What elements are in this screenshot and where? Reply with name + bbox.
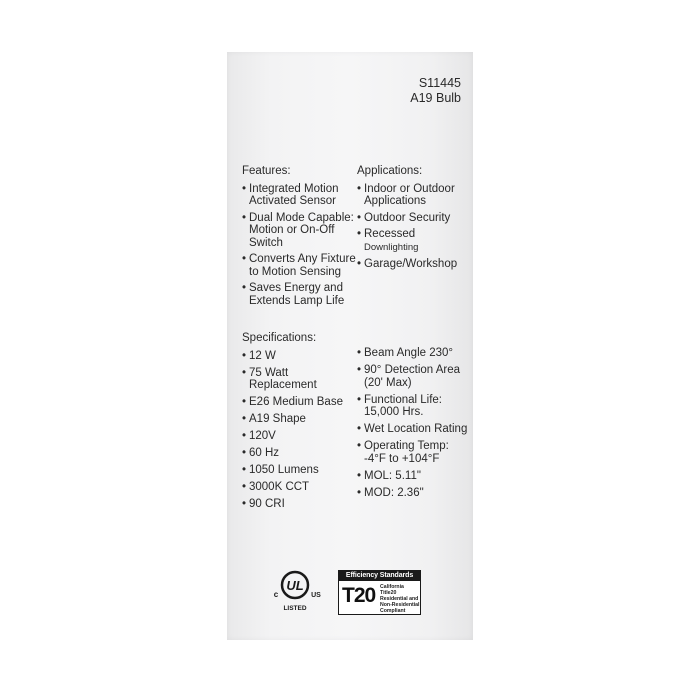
efficiency-description: California Title20 Residential and Non-Residential Compliant: [380, 584, 420, 614]
spec-item: • 120V: [242, 430, 352, 443]
spec-item: • 3000K CCT: [242, 481, 352, 494]
application-item: • Garage/Workshop: [357, 258, 469, 271]
model-number: S11445: [418, 76, 461, 90]
spec-item: • 12 W: [242, 350, 352, 363]
spec-item: • MOD: 2.36": [357, 487, 469, 500]
ul-listed-logo: [263, 566, 327, 614]
ul-text: UL: [286, 578, 304, 593]
label-header: [410, 76, 461, 106]
feature-item: • Saves Energy and Extends Lamp Life: [242, 282, 360, 307]
spec-item: • 90° Detection Area (20' Max): [357, 364, 469, 389]
spec-item: • 75 Watt Replacement: [242, 367, 352, 392]
product-label-card: [227, 52, 473, 640]
efficiency-title: Efficiency Standards: [339, 571, 420, 581]
spec-item: • Functional Life: 15,000 Hrs.: [357, 394, 469, 419]
spec-item: • 90 CRI: [242, 498, 352, 511]
features-section: [242, 165, 360, 311]
spec-item: • 60 Hz: [242, 447, 352, 460]
efficiency-code: T20: [342, 584, 376, 607]
spec-item: • MOL: 5.11": [357, 470, 469, 483]
ul-us-text: US: [311, 592, 321, 599]
application-item-label: Recessed: [364, 228, 416, 240]
spec-item: • A19 Shape: [242, 413, 352, 426]
applications-section: [357, 165, 469, 275]
application-item-sub: Downlighting: [364, 241, 419, 253]
features-title: Features:: [242, 165, 291, 177]
specifications-section: [242, 332, 352, 515]
feature-item: • Converts Any Fixture to Motion Sensing: [242, 253, 360, 278]
specifications-section-right: [357, 347, 469, 504]
application-item: [357, 228, 469, 254]
feature-item: • Integrated Motion Activated Sensor: [242, 183, 360, 208]
spec-item: • Operating Temp: -4°F to +104°F: [357, 440, 469, 465]
application-item: • Indoor or Outdoor Applications: [357, 183, 469, 208]
specifications-title: Specifications:: [242, 332, 317, 344]
ul-c-text: c: [273, 590, 279, 599]
feature-item: • Dual Mode Capable: Motion or On-Off Switch: [242, 212, 360, 250]
spec-item: • Wet Location Rating: [357, 423, 469, 436]
application-item: • Outdoor Security: [357, 212, 469, 225]
efficiency-standards-badge: [338, 570, 421, 615]
spec-item: • Beam Angle 230°: [357, 347, 469, 360]
spec-item: • E26 Medium Base: [242, 396, 352, 409]
product-type: A19 Bulb: [410, 91, 461, 105]
applications-title: Applications:: [357, 165, 423, 177]
spec-item: • 1050 Lumens: [242, 464, 352, 477]
ul-listed-text: LISTED: [283, 605, 307, 612]
